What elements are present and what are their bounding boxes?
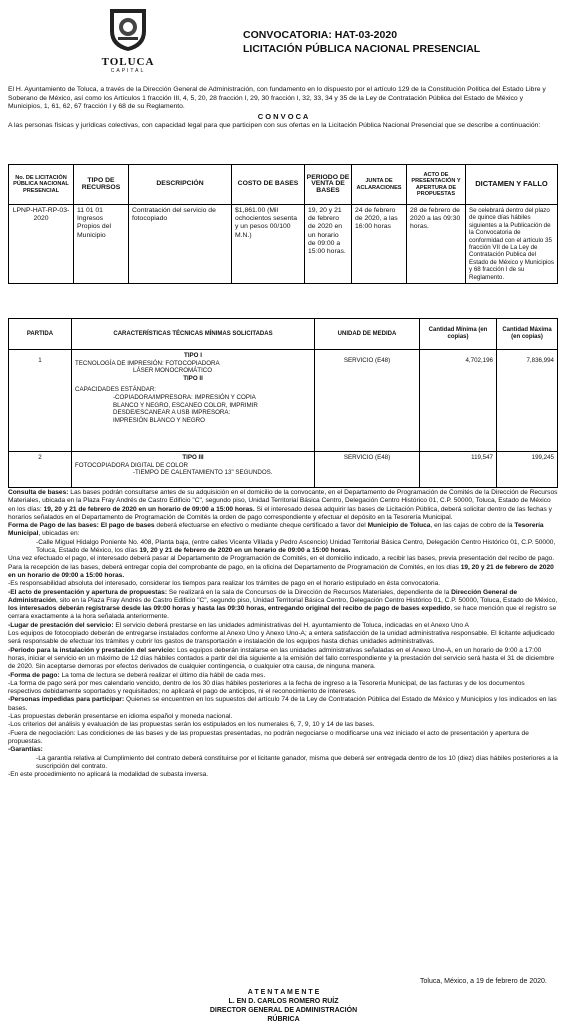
responsabilidad: -Es responsabilidad absoluta del interesado, considerar los tiempos para realizar los trámites de pago en el horario estipulado en ésta convocatoria. bbox=[8, 580, 441, 588]
idioma: -Las propuestas deberán presentarse en idioma español y moneda nacional. bbox=[8, 713, 233, 721]
col-header-junta: JUNTA DE ACLARACIONES bbox=[352, 165, 407, 205]
title-line-2: LICITACIÓN PÚBLICA NACIONAL PRESENCIAL bbox=[243, 43, 481, 55]
consulta-schedule: 19, 20 y 21 de febrero de 2020 en un horario de 09:00 a 15:00 horas. bbox=[43, 505, 255, 513]
col-header-cant-max: Cantidad Máxima (en copias) bbox=[497, 319, 558, 350]
spec-line: TECNOLOGÍA DE IMPRESIÓN: FOTOCOPIADORA bbox=[75, 359, 220, 367]
cell-tipo-recursos: 11 01 01 Ingresos Propios del Municipio bbox=[74, 205, 129, 284]
forma-pago-mensual: -La forma de pago será por mes calendario vencido, dentro de los 30 días hábiles posteriores a la fecha de ingreso a la Tesorería Municipal, de las facturas y de los documentos respectivos debidamente soportados y requisitados; no aplicará el pago de anticipos, ni el reconocimiento de intereses. bbox=[8, 679, 525, 696]
cell-costo: $1,861.00 (Mil ochocientos sesenta y un pesos 00/100 M.N.) bbox=[232, 205, 305, 284]
convoca-heading: C O N V O C A bbox=[257, 112, 309, 121]
cell-licitacion: LPNP-HAT-RP-03-2020 bbox=[9, 205, 74, 284]
spec-line: DESDE/ESCANEAR A USB IMPRESORA: bbox=[113, 409, 231, 417]
spec-tipo-2: TIPO II bbox=[183, 374, 203, 382]
col-header-partida: PARTIDA bbox=[9, 319, 72, 350]
logo-sub: CAPITAL bbox=[110, 68, 146, 74]
negociacion: -Fuera de negociación: Las condiciones de las bases y de las propuestas presentadas, no podrán negociarse o modificarse una vez iniciado el acto de presentación y apertura de propuestas. bbox=[8, 729, 529, 745]
calle-address bbox=[8, 539, 558, 556]
cell-unidad: SERVICIO (E48) bbox=[315, 350, 420, 452]
cell-cant-min: 4,702,196 bbox=[420, 350, 497, 452]
col-header-dictamen: DICTAMEN Y FALLO bbox=[466, 165, 558, 205]
cell-dictamen: Se celebrará dentro del plazo de quince días hábiles siguientes a la Publicación de la Convocatoria de conformidad con el artículo 35 fracción VII de La Ley de Contratación Publica del Estado de México y Municipios y 68 fracción I de su Reglamento. bbox=[466, 205, 558, 284]
periodo-label: -Periodo para la instalación y prestación del servicio: bbox=[8, 646, 176, 654]
spec-line: FOTOCOPIADORA DIGITAL DE COLOR bbox=[75, 461, 188, 469]
consulta-text: Las bases podrán consultarse antes de su adquisición en el domicilio de la convocante, en el Departamento de Programación de Comités de la Dirección de Recursos Materiales, ubicada en la Plaza Fray Andrés de Castro Edificio "C", segundo piso, Unidad Territorial Básica Centro, Delegación Centro Histórico 01, C.P. 50000, Toluca, Estado de México en los días: bbox=[8, 489, 558, 513]
cell-unidad: SERVICIO (E48) bbox=[315, 452, 420, 488]
spec-tipo-3: TIPO III bbox=[182, 454, 204, 461]
col-header-descripcion: DESCRIPCIÓN bbox=[129, 165, 232, 205]
col-header-periodo: PERIODO DE VENTA DE BASES bbox=[305, 165, 352, 205]
lugar-text: El servicio deberá prestarse en las unidades administrativas del H. ayuntamiento de Toluca, indicadas en el Anexo Uno A bbox=[113, 621, 469, 629]
table-row bbox=[9, 452, 558, 488]
spec-line: BLANCO Y NEGRO, ESCANEO COLOR, IMPRIMIR bbox=[113, 401, 258, 409]
cell-acto: 28 de febrero de 2020 a las 09:30 horas. bbox=[407, 205, 466, 284]
signature-block bbox=[0, 988, 567, 1024]
col-header-tipo-recursos: TIPO DE RECURSOS bbox=[74, 165, 129, 205]
acto-presentacion bbox=[8, 589, 558, 622]
subasta: -En este procedimiento no aplicará la modalidad de subasta inversa. bbox=[8, 771, 209, 779]
col-header-cant-min: Cantidad Mínima (en copias) bbox=[420, 319, 497, 350]
coat-of-arms-icon bbox=[106, 5, 150, 53]
col-header-caracteristicas: CARACTERÍSTICAS TÉCNICAS MÍNIMAS SOLICITADAS bbox=[72, 319, 315, 350]
spec-line: IMPRESIÓN BLANCO Y NEGRO bbox=[113, 416, 205, 424]
intro-paragraph: El H. Ayuntamiento de Toluca, a través de la Dirección General de Administración, con fundamento en lo dispuesto por el artículo 129 de la Constitución Política del Estado Libre y Soberano de México, así como los Artículos 1 fracción III, 4, 5, 20, 28 fracción I, 29, 30 fracción I, 32, 33, 34 y 35 de la Ley de Contratación Pública del Estado de México y Municipios, 1, 61, 62, 67 fracción I y 68 de su Reglamento. bbox=[8, 86, 546, 111]
consulta-label: Consulta de bases: bbox=[8, 489, 69, 496]
periodo-text: Los equipos deberán instalarse en las unidades administrativas señaladas en el Anexo Uno-A, en un horario de 9:00 a 17:00 horas, iniciar el servicio en un máximo de 12 días hábiles contados a partir del día siguiente a la emisión del fallo correspondiente y la prestación del servicio será hasta el 31 de diciembre de 2020. Sin aceptarse demoras por efectos derivados de cualquier contingencia, o cualquier otra causa, de ninguna manera. bbox=[8, 646, 555, 671]
garantias-label: -Garantías: bbox=[8, 746, 43, 754]
forma-pago-bases bbox=[8, 522, 558, 539]
efectuado-text: Una vez efectuado el pago, el interesado deberá pasar al Departamento de Programación de Comités, en el domicilio indicado, a recibir las bases, previa presentación del recibo de pago. Para la recepción de las bases, deberá entregar copia del comprobante de pago, en la oficina del Departamento de Programación de Comités, en los días bbox=[8, 555, 555, 571]
col-header-licitacion: No. DE LICITACIÓN PÚBLICA NACIONAL PRESENCIAL bbox=[9, 165, 74, 205]
pago-text: deberá efectuarse en efectivo o mediante cheque certificado a favor del bbox=[154, 522, 368, 530]
acto-registro: los interesados deberán registrarse desde las 09:00 horas y hasta las 09:30 horas, entregando original del recibo de pago de bases expedido bbox=[8, 605, 451, 613]
formapago-text: La toma de lectura se deberá realizar el último día hábil de cada mes. bbox=[59, 671, 266, 679]
signer-name: L. EN D. CARLOS ROMERO RUÍZ bbox=[228, 998, 339, 1005]
pago-efectuado bbox=[8, 555, 558, 580]
pago-municipio: Municipio de Toluca bbox=[367, 522, 431, 530]
spec-line: LÁSER MONOCROMÁTICO bbox=[133, 367, 213, 375]
spec-tipo-1: TIPO I bbox=[184, 352, 202, 359]
acto-text-2: , sito en la Plaza Fray Andrés de Castro Edificio "C", segundo piso, Unidad Territorial Básica Centro, Delegación Centro Histórico 01, C.P. 50000, Toluca, Estado de México, bbox=[56, 596, 558, 604]
acto-text-3: , se hace mención que el registro se cerrara exactamente a la hora señalada anteriormente. bbox=[8, 605, 557, 621]
cell-cant-max: 7,836,994 bbox=[497, 350, 558, 452]
spec-line: -COPIADORA/IMPRESORA: IMPRESIÓN Y COPIA bbox=[113, 393, 256, 401]
bidding-table bbox=[8, 164, 558, 284]
col-header-costo: COSTO DE BASES bbox=[232, 165, 305, 205]
pago-tesoreria: Tesorería Municipal bbox=[8, 522, 544, 538]
col-header-unidad: UNIDAD DE MEDIDA bbox=[315, 319, 420, 350]
signer-position: DIRECTOR GENERAL DE ADMINISTRACIÓN bbox=[209, 1007, 358, 1014]
impedidas-label: -Personas impedidas para participar: bbox=[8, 696, 125, 704]
logo-word: TOLUCA bbox=[101, 56, 155, 68]
lugar-servicio bbox=[8, 622, 558, 630]
efectuado-schedule: 19, 20 y 21 de febrero de 2020 en un horario de 09:00 a 15:00 horas. bbox=[8, 563, 554, 579]
pago-text-3: , ubicadas en: bbox=[38, 530, 80, 538]
cell-partida: 1 bbox=[9, 350, 72, 452]
lugar-label: -Lugar de prestación del servicio: bbox=[8, 621, 114, 629]
toluca-logo bbox=[96, 5, 160, 74]
terms-body bbox=[8, 489, 558, 779]
document-title bbox=[243, 28, 480, 56]
cell-periodo: 19, 20 y 21 de febrero de 2020 en un horario de 09:00 a 15:00 horas. bbox=[305, 205, 352, 284]
acto-text: Se realizará en la sala de Concursos de la Dirección de Recursos Materiales, dependiente de la bbox=[167, 588, 452, 596]
cell-descripcion: Contratación del servicio de fotocopiado bbox=[129, 205, 232, 284]
cell-caracteristicas bbox=[72, 452, 315, 488]
personas-impedidas bbox=[8, 696, 558, 713]
equipos-entrega: Los equipos de fotocopiado deberán de entregarse instalados conforme al Anexo Uno y Anexo Uno-A; a entera satisfacción de la unidad administrativa responsable. El licitante adjudicado será responsable de efectuar los trámites y cubrir los gastos de transportación e instalación de los equipos hasta dichas unidades administrativas. bbox=[8, 630, 555, 646]
acto-direccion: Dirección General de Administración bbox=[8, 588, 518, 604]
pago-label: Forma de Pago de las bases: El pago de bases bbox=[8, 522, 155, 530]
atentamente: A T E N T A M E N T E bbox=[247, 989, 320, 996]
cell-junta: 24 de febrero de 2020, a las 16:00 horas bbox=[352, 205, 407, 284]
forma-pago bbox=[8, 672, 558, 680]
col-header-acto: ACTO DE PRESENTACIÓN Y APERTURA DE PROPUESTAS bbox=[407, 165, 466, 205]
consulta-text-2: Si el interesado desea adquirir las bases de Licitación Pública, deberá solicitar dentro de las fechas y horarios señalados en el Departamento de Programación de Comités la orden de pago correspondiente y efectuar el depósito en la Tesorería Municipal. bbox=[8, 505, 552, 521]
table-row bbox=[9, 205, 558, 284]
rubrica: RÚBRICA bbox=[267, 1016, 300, 1023]
cell-partida: 2 bbox=[9, 452, 72, 488]
specs-table bbox=[8, 318, 558, 488]
convoca-text: A las personas físicas y jurídicas colectivas, con capacidad legal para que participen con sus ofertas en la Licitación Pública Nacional Presencial que se describe a continuación: bbox=[8, 122, 541, 129]
title-line-1: CONVOCATORIA: HAT-03-2020 bbox=[243, 29, 398, 41]
cell-cant-min: 119,547 bbox=[420, 452, 497, 488]
table-row bbox=[9, 350, 558, 452]
cell-caracteristicas bbox=[72, 350, 315, 452]
spec-line: -TIEMPO DE CALENTAMIENTO 13" SEGUNDOS. bbox=[133, 469, 273, 477]
criterios: -Los criterios del análisis y evaluación de las propuestas serán los estipulados en los numerales 6, 7, 9, 10 y 14 de las bases. bbox=[8, 721, 375, 729]
document-date: Toluca, México, a 19 de febrero de 2020. bbox=[420, 978, 547, 985]
calle-text: -Calle Miguel Hidalgo Poniente No. 408, Planta baja, (entre calles Vicente Villada y Pedro Ascencio) Unidad Territorial Básica Centro, Delegación Centro Histórico 01, C.P. 50000, Toluca, Estado de México, los días bbox=[36, 538, 556, 555]
spec-line: CAPACIDADES ESTÁNDAR: bbox=[75, 386, 157, 394]
impedidas-text: Quienes se encuentren en los supuestos del artículo 74 de la Ley de Contratación Pública del Estado de México y Municipios y los indicados en las bases. bbox=[8, 696, 557, 712]
calle-schedule: 19, 20 y 21 de febrero de 2020 en un horario de 09:00 a 15:00 horas. bbox=[139, 547, 351, 555]
formapago-label: -Forma de pago: bbox=[8, 671, 60, 679]
garantias-text: -La garantía relativa al Cumplimiento del contrato deberá constituirse por el licitante ganador, misma que deberá ser entregada dentro de los 10 (diez) días hábiles posteriores a la suscripción del contrato. bbox=[36, 754, 558, 770]
acto-label: -El acto de presentación y apertura de propuestas: bbox=[8, 588, 168, 596]
cell-cant-max: 199,245 bbox=[497, 452, 558, 488]
pago-text-2: , en las cajas de cobro de la bbox=[430, 522, 515, 530]
periodo-instalacion bbox=[8, 647, 558, 672]
consulta-bases bbox=[8, 489, 558, 522]
